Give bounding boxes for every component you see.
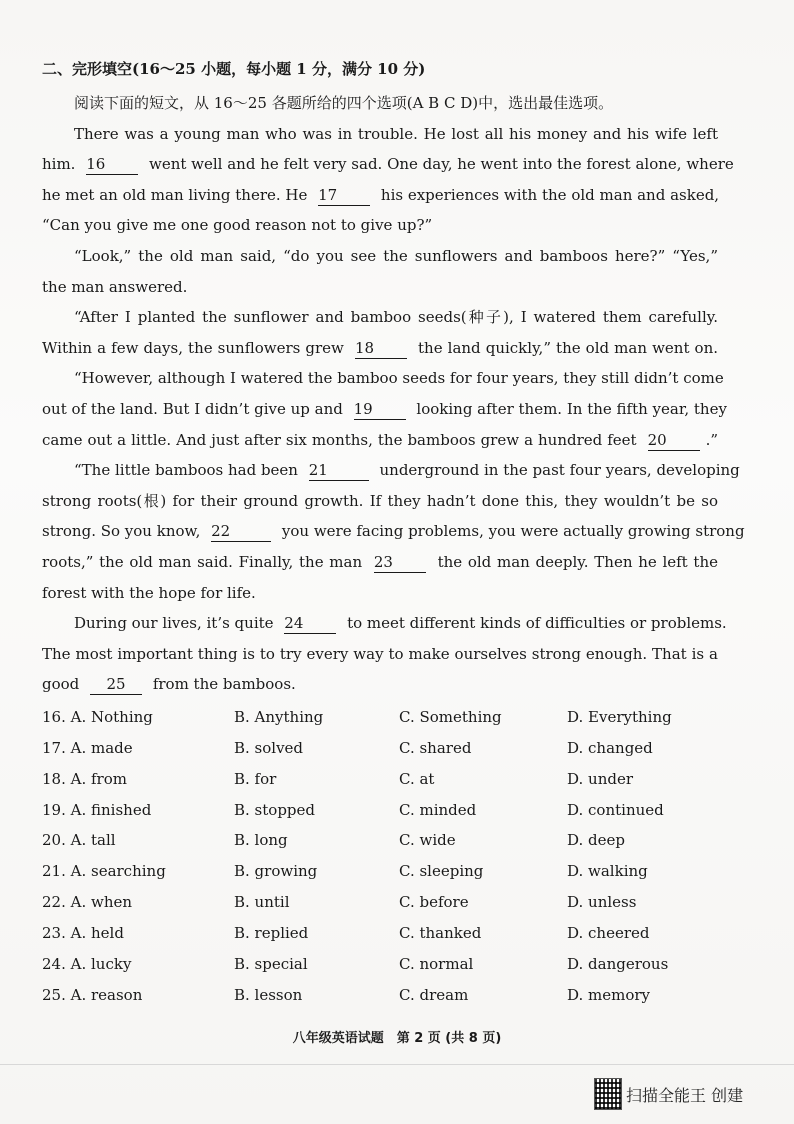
option-d[interactable]: D. cheered bbox=[567, 924, 650, 943]
option-a[interactable]: 17. A. made bbox=[42, 738, 133, 757]
passage-text: During our lives, it’s quite bbox=[74, 614, 279, 633]
option-a[interactable]: 23. A. held bbox=[42, 924, 124, 943]
option-d[interactable]: D. under bbox=[567, 769, 633, 788]
passage bbox=[42, 119, 745, 700]
option-a[interactable]: 20. A. tall bbox=[42, 831, 116, 850]
passage-line bbox=[42, 210, 718, 241]
passage-line bbox=[42, 149, 734, 180]
passage-text: the man answered. bbox=[42, 277, 188, 296]
question-24-options bbox=[42, 949, 718, 980]
option-a[interactable]: 24. A. lucky bbox=[42, 955, 132, 973]
option-c[interactable]: C. Something bbox=[399, 707, 502, 726]
option-d[interactable]: D. unless bbox=[567, 893, 637, 912]
passage-line bbox=[42, 669, 718, 700]
option-d[interactable]: D. memory bbox=[567, 985, 651, 1004]
option-a[interactable]: 25. A. reason bbox=[42, 985, 143, 1004]
option-b[interactable]: B. stopped bbox=[234, 800, 315, 819]
blank-20[interactable]: 20 bbox=[648, 430, 700, 451]
passage-text: the old man deeply. Then he left the bbox=[431, 552, 718, 571]
passage-line bbox=[42, 119, 718, 150]
option-d[interactable]: D. dangerous bbox=[567, 955, 669, 973]
passage-text: “After I planted the sunflower and bamboo seeds(种子), I watered them carefully. bbox=[74, 308, 718, 327]
option-b[interactable]: B. replied bbox=[234, 924, 309, 943]
option-b[interactable]: B. solved bbox=[234, 738, 304, 757]
options-list bbox=[42, 702, 718, 1011]
option-c[interactable]: C. wide bbox=[399, 831, 456, 850]
option-b[interactable]: B. lesson bbox=[234, 985, 303, 1004]
option-b[interactable]: B. Anything bbox=[234, 707, 324, 726]
passage-text: strong roots(根) for their ground growth. If they hadn’t done this, they wouldn’t be so bbox=[42, 491, 718, 510]
page-footer: 八年级英语试题 第 2 页 (共 8 页) bbox=[292, 1031, 502, 1046]
blank-23[interactable]: 23 bbox=[374, 552, 426, 573]
passage-line bbox=[42, 578, 718, 609]
option-a[interactable]: 18. A. from bbox=[42, 769, 127, 788]
passage-text: “However, although I watered the bamboo seeds for four years, they still didn’t come bbox=[74, 369, 724, 388]
footer-divider bbox=[0, 1064, 794, 1065]
passage-line bbox=[42, 363, 724, 394]
scanner-watermark bbox=[594, 1078, 743, 1110]
option-a[interactable]: 21. A. searching bbox=[42, 862, 166, 881]
option-a[interactable]: 16. A. Nothing bbox=[42, 707, 153, 726]
passage-line bbox=[42, 272, 718, 303]
option-c[interactable]: C. at bbox=[399, 769, 435, 788]
question-17-options bbox=[42, 733, 718, 764]
option-b[interactable]: B. for bbox=[234, 769, 277, 788]
instruction: 阅读下面的短文，从 16～25 各题所给的四个选项(A B C D)中，选出最佳选项。 bbox=[74, 94, 614, 112]
passage-line bbox=[42, 241, 718, 272]
passage-line bbox=[42, 425, 718, 456]
option-d[interactable]: D. changed bbox=[567, 738, 653, 757]
passage-text: to meet different kinds of difficulties or problems. bbox=[342, 614, 727, 633]
passage-text: he met an old man living there. He bbox=[42, 185, 313, 204]
passage-line bbox=[42, 639, 718, 670]
blank-22[interactable]: 22 bbox=[211, 521, 271, 542]
passage-text: underground in the past four years, developing bbox=[374, 461, 740, 480]
passage-text: The most important thing is to try every way to make ourselves strong enough. That is a bbox=[42, 644, 718, 663]
passage-line bbox=[42, 180, 718, 211]
passage-text: Within a few days, the sunflowers grew bbox=[42, 338, 349, 357]
passage-text: his experiences with the old man and asked, bbox=[376, 185, 720, 204]
option-d[interactable]: D. deep bbox=[567, 831, 625, 850]
question-25-options bbox=[42, 980, 718, 1011]
passage-text: came out a little. And just after six months, the bamboos grew a hundred feet bbox=[42, 430, 642, 449]
passage-line bbox=[42, 608, 727, 639]
section-title: 二、完形填空(16～25 小题，每小题 1 分，满分 10 分) bbox=[42, 60, 426, 78]
blank-19[interactable]: 19 bbox=[354, 399, 406, 420]
question-23-options bbox=[42, 918, 718, 949]
passage-text: him. bbox=[42, 155, 81, 174]
option-d[interactable]: D. Everything bbox=[567, 707, 672, 726]
blank-24[interactable]: 24 bbox=[284, 613, 336, 634]
passage-text: strong. So you know, bbox=[42, 522, 206, 541]
option-b[interactable]: B. until bbox=[234, 893, 290, 912]
option-c[interactable]: C. normal bbox=[399, 955, 474, 973]
passage-line bbox=[42, 455, 740, 486]
passage-text: “The little bamboos had been bbox=[74, 461, 303, 480]
option-c[interactable]: C. dream bbox=[399, 985, 469, 1004]
passage-line bbox=[42, 333, 718, 364]
option-b[interactable]: B. special bbox=[234, 955, 308, 973]
blank-21[interactable]: 21 bbox=[309, 460, 369, 481]
passage-line bbox=[42, 394, 727, 425]
option-c[interactable]: C. thanked bbox=[399, 924, 482, 943]
passage-text: forest with the hope for life. bbox=[42, 583, 256, 602]
passage-text: out of the land. But I didn’t give up and bbox=[42, 399, 348, 418]
question-16-options bbox=[42, 702, 718, 733]
option-c[interactable]: C. shared bbox=[399, 738, 472, 757]
passage-text: good bbox=[42, 675, 85, 694]
cloze-section bbox=[42, 58, 745, 1011]
question-21-options bbox=[42, 856, 718, 887]
passage-text: There was a young man who was in trouble. He lost all his money and his wife left bbox=[74, 124, 718, 143]
blank-18[interactable]: 18 bbox=[355, 338, 407, 359]
passage-text: .” bbox=[705, 430, 718, 449]
passage-text: “Can you give me one good reason not to give up?” bbox=[42, 216, 433, 235]
passage-text: roots,” the old man said. Finally, the man bbox=[42, 552, 368, 571]
option-c[interactable]: C. minded bbox=[399, 800, 477, 819]
passage-text: you were facing problems, you were actually growing strong bbox=[277, 522, 745, 541]
blank-17[interactable]: 17 bbox=[318, 185, 370, 206]
blank-16[interactable]: 16 bbox=[86, 154, 138, 175]
blank-25[interactable]: 25 bbox=[90, 674, 142, 695]
passage-text: “Look,” the old man said, “do you see the sunflowers and bamboos here?” “Yes,” bbox=[74, 246, 718, 265]
option-c[interactable]: C. before bbox=[399, 893, 469, 912]
question-20-options bbox=[42, 825, 718, 856]
question-18-options bbox=[42, 764, 718, 795]
passage-line bbox=[42, 516, 745, 547]
passage-line bbox=[42, 486, 718, 517]
scanner-text: 扫描全能王 创建 bbox=[626, 1085, 744, 1105]
option-b[interactable]: B. growing bbox=[234, 862, 318, 881]
option-d[interactable]: D. continued bbox=[567, 800, 664, 819]
option-a[interactable]: 19. A. finished bbox=[42, 800, 152, 819]
option-d[interactable]: D. walking bbox=[567, 862, 648, 881]
question-22-options bbox=[42, 887, 718, 918]
passage-line bbox=[42, 302, 718, 333]
passage-text: from the bamboos. bbox=[148, 675, 296, 694]
option-b[interactable]: B. long bbox=[234, 831, 288, 850]
passage-text: looking after them. In the fifth year, they bbox=[411, 399, 727, 418]
option-a[interactable]: 22. A. when bbox=[42, 893, 133, 912]
passage-text: went well and he felt very sad. One day, he went into the forest alone, where bbox=[144, 155, 734, 174]
qr-code-icon bbox=[594, 1078, 622, 1110]
question-19-options bbox=[42, 795, 718, 826]
passage-line bbox=[42, 547, 718, 578]
passage-text: the land quickly,” the old man went on. bbox=[412, 338, 718, 357]
option-c[interactable]: C. sleeping bbox=[399, 862, 484, 881]
